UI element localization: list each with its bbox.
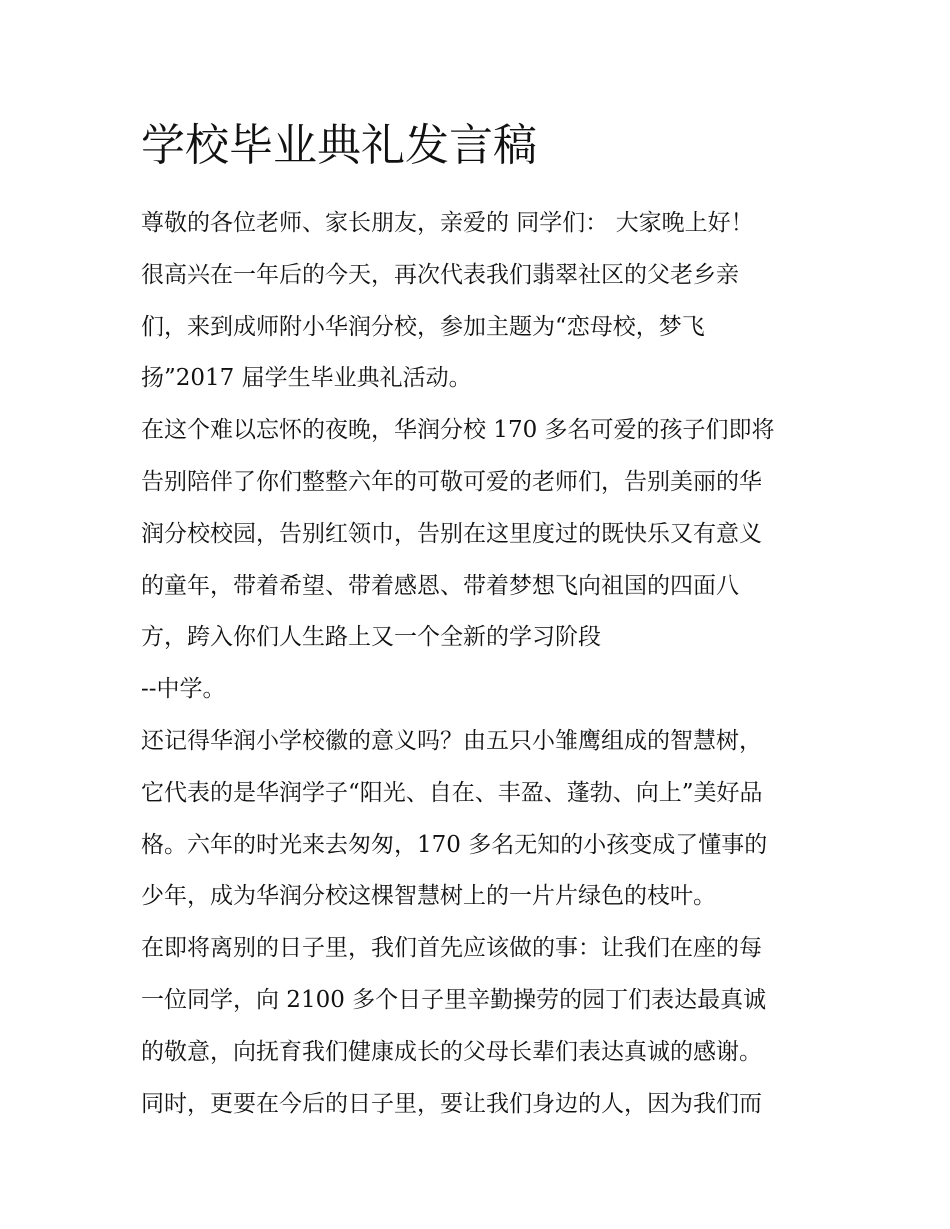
text-line: 扬”2017 届学生毕业典礼活动。 [141,365,472,392]
text-line: 尊敬的各位老师、家长朋友，亲爱的 同学们： 大家晚上好！ [141,210,754,236]
text-line: 方，跨入你们人生路上又一个全新的学习阶段 [141,624,601,651]
text-line: 格。六年的时光来去匆匆，170 多名无知的小孩变成了懂事的 [141,831,768,858]
text-line: 告别陪伴了你们整整六年的可敬可爱的老师们，告别美丽的华 [141,468,762,495]
text-line: 还记得华润小学校徽的意义吗？由五只小雏鹰组成的智慧树， [141,727,762,754]
text-line: --中学。 [141,676,226,703]
text-line: 在这个难以忘怀的夜晚，华润分校 170 多名可爱的孩子们即将 [141,417,775,444]
text-line: 很高兴在一年后的今天，再次代表我们翡翠社区的父老乡亲 [141,261,739,288]
text-line: 的童年，带着希望、带着感恩、带着梦想飞向祖国的四面八 [141,572,739,599]
text-line: 同时，更要在今后的日子里，要让我们身边的人，因为我们而 [141,1090,762,1117]
text-line: 的敬意，向抚育我们健康成长的父母长辈们表达真诚的感谢。 [141,1038,762,1065]
text-line: 在即将离别的日子里，我们首先应该做的事：让我们在座的每 [141,935,762,962]
text-line: 它代表的是华润学子“阳光、自在、丰盈、蓬勃、向上”美好品 [141,779,763,806]
text-line: 少年，成为华润分校这棵智慧树上的一片片绿色的枝叶。 [141,883,716,910]
text-line: 润分校校园，告别红领巾，告别在这里度过的既快乐又有意义 [141,520,762,547]
document-body [141,198,831,1130]
document-title: 学校毕业典礼发言稿 [141,120,537,171]
text-line: 们，来到成师附小华润分校，参加主题为“恋母校，梦飞 [141,313,705,340]
text-line: 一位同学，向 2100 多个日子里辛勤操劳的园丁们表达最真诚 [141,986,767,1013]
